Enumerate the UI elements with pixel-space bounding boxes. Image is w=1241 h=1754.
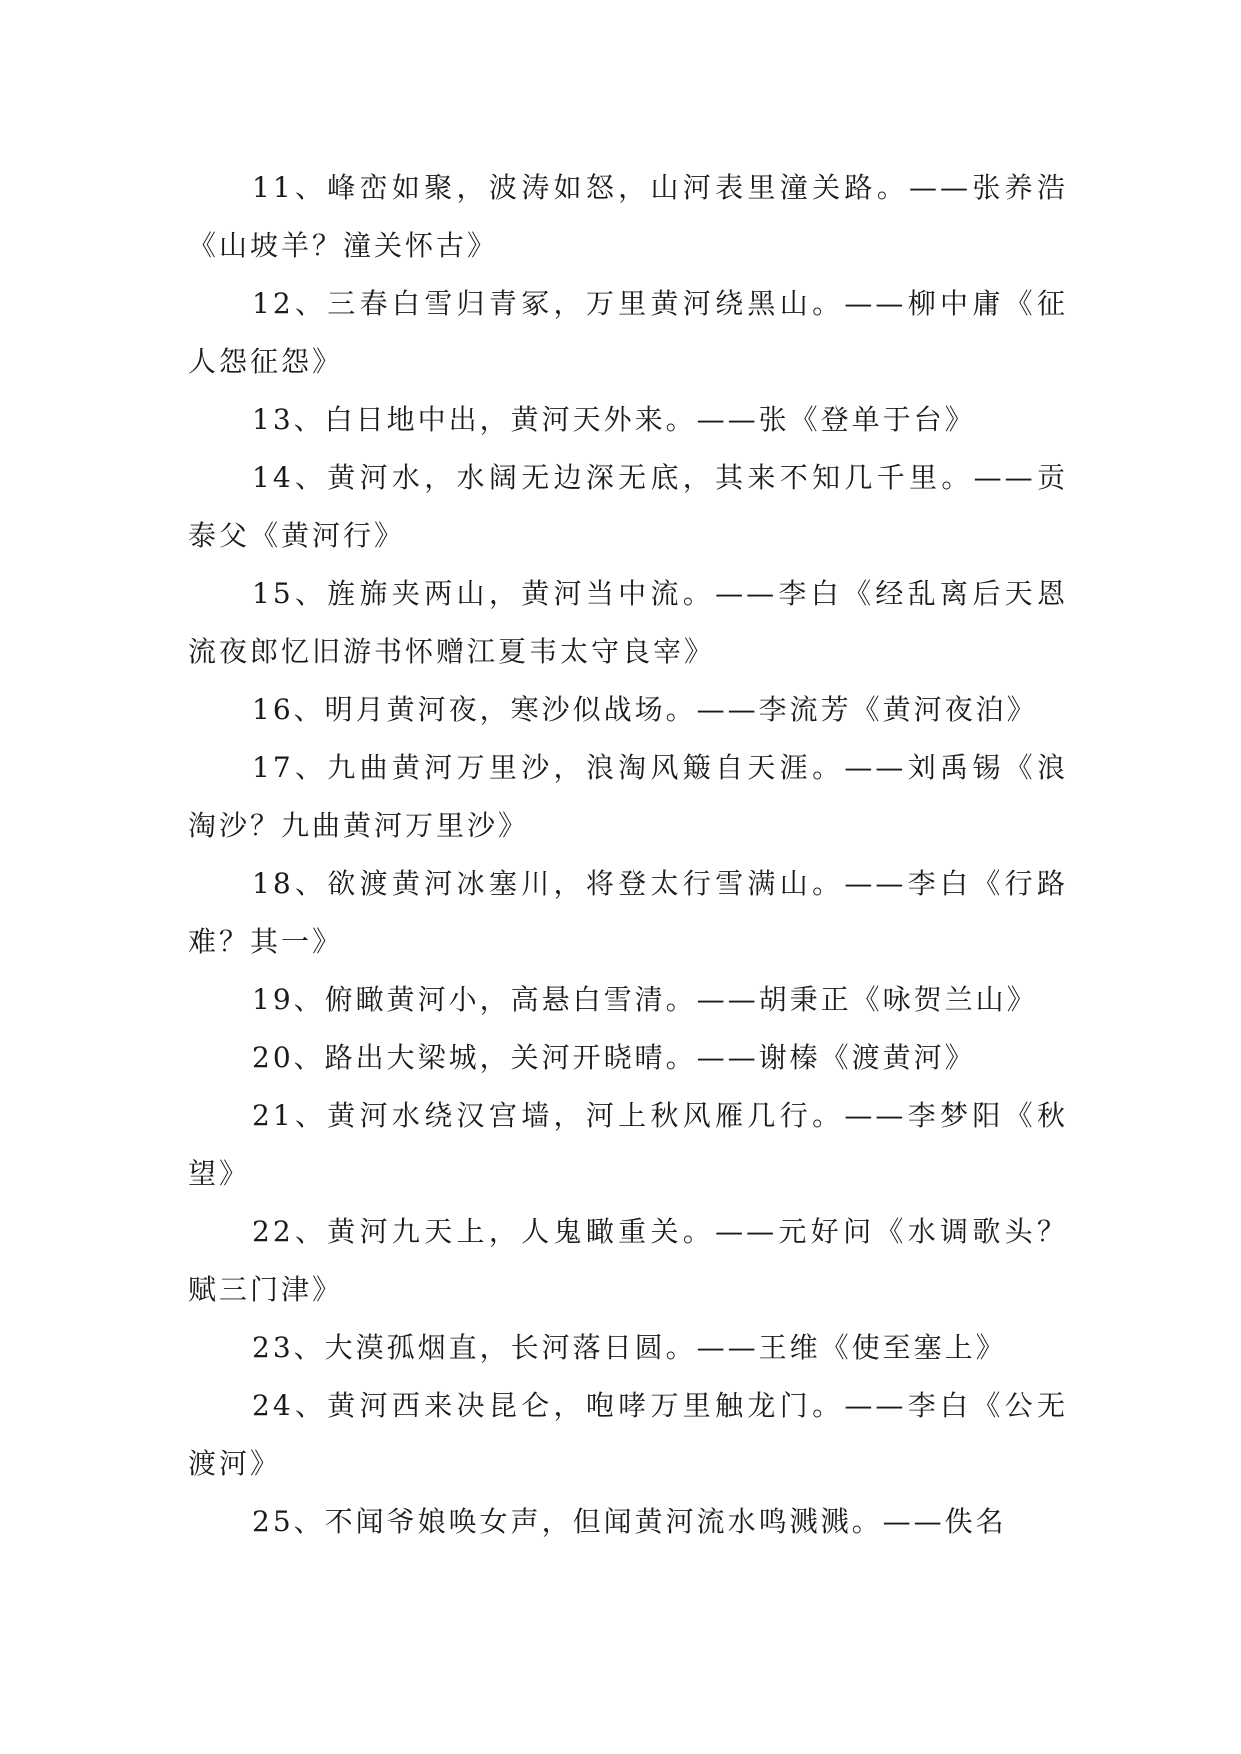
poem-entry-22: 22、黄河九天上，人鬼瞰重关。——元好问《水调歌头？赋三门津》 [188,1215,1068,1306]
poem-entry-11: 11、峰峦如聚，波涛如怒，山河表里潼关路。——张养浩《山坡羊？潼关怀古》 [188,171,1068,262]
poem-entry-13: 13、白日地中出，黄河天外来。——张《登单于台》 [252,403,976,436]
poem-entry-12: 12、三春白雪归青冢，万里黄河绕黑山。——柳中庸《征人怨征怨》 [188,287,1068,378]
poem-entry-14: 14、黄河水，水阔无边深无底，其来不知几千里。——贡泰父《黄河行》 [188,461,1068,552]
poem-entry-21: 21、黄河水绕汉宫墙，河上秋风雁几行。——李梦阳《秋望》 [188,1099,1068,1190]
poem-entry-24: 24、黄河西来决昆仑，咆哮万里触龙门。——李白《公无渡河》 [188,1389,1068,1480]
poem-entry-18: 18、欲渡黄河冰塞川，将登太行雪满山。——李白《行路难？其一》 [188,867,1068,958]
poem-entry-25: 25、不闻爷娘唤女声，但闻黄河流水鸣溅溅。——佚名 [252,1505,1007,1538]
poem-entry-20: 20、路出大梁城，关河开晓晴。——谢榛《渡黄河》 [252,1041,976,1074]
poem-list [188,159,1068,1551]
poem-entry-19: 19、俯瞰黄河小，高悬白雪清。——胡秉正《咏贺兰山》 [252,983,1038,1016]
poem-entry-16: 16、明月黄河夜，寒沙似战场。——李流芳《黄河夜泊》 [252,693,1038,726]
poem-entry-17: 17、九曲黄河万里沙，浪淘风簸自天涯。——刘禹锡《浪淘沙？九曲黄河万里沙》 [188,751,1068,842]
poem-entry-15: 15、旌旆夹两山，黄河当中流。——李白《经乱离后天恩流夜郎忆旧游书怀赠江夏韦太守良宰》 [188,577,1068,668]
poem-entry-23: 23、大漠孤烟直，长河落日圆。——王维《使至塞上》 [252,1331,1007,1364]
